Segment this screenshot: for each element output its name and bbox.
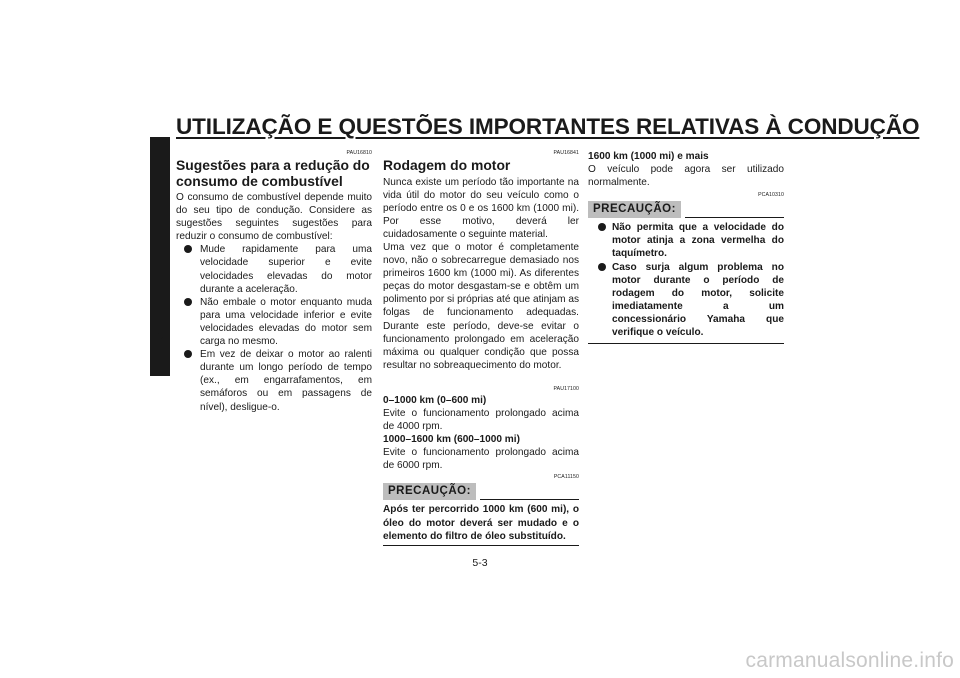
precaution-text: Após ter percorrido 1000 km (600 mi), o óleo do motor deverá ser mudado e o elemento do filtro de óleo substituído. (383, 500, 579, 545)
section-code: PAU16841 (553, 150, 579, 156)
section-heading-break-in: Rodagem do motor (383, 157, 511, 173)
list-item (184, 243, 372, 295)
bullet-icon (184, 350, 192, 358)
range-text-3: O veículo pode agora ser utilizado normalmente. (588, 164, 784, 189)
fuel-tips-list (176, 243, 372, 413)
break-in-para-2: Uma vez que o motor é completamente novo, não o sobrecarregue demasiado nos primeiros 1600 km (1000 mi). As diferentes peças do motor desgastam-se e obtêm um polimento por si próprias até que atinjam as folgas de funcionamento adequadas. Durante este período, deve-se evitar o funcionamento prolongado em aceleração máxima ou qualquer condição que possa resultar no sobreaquecimento do motor. (383, 241, 579, 371)
section-heading-fuel: Sugestões para a redução do consumo de combustível (176, 157, 370, 189)
fuel-intro: O consumo de combustível depende muito do seu tipo de condução. Considere as sugestões seguintes sugestões para reduzir o consumo de combustível: (176, 192, 372, 243)
list-item (598, 221, 784, 260)
column-after-break-in (588, 150, 784, 344)
precaution-code: PCA11150 (553, 474, 579, 481)
list-item-text: Não permita que a velocidade do motor atinja a zona vermelha do taquímetro. (612, 222, 784, 260)
page-header-title: UTILIZAÇÃO E QUESTÕES IMPORTANTES RELATIVAS À CONDUÇÃO (176, 114, 920, 139)
bullet-icon (598, 223, 606, 231)
range-text-1: Evite o funcionamento prolongado acima de 4000 rpm. (383, 408, 579, 433)
bullet-icon (184, 245, 192, 253)
precaution-list (588, 218, 784, 344)
precaution-header (383, 483, 579, 500)
precaution-label: PRECAUÇÃO: (383, 483, 476, 500)
precaution-label: PRECAUÇÃO: (588, 201, 681, 218)
list-item-text: Caso surja algum problema no motor durante o período de rodagem do motor, solicite imediatamente a um concessionário Yamaha que verifique o veículo. (612, 261, 784, 339)
section-code: PAU16810 (346, 150, 372, 156)
page-number: 5-3 (472, 557, 488, 569)
watermark: carmanualsonline.info (745, 649, 954, 672)
list-item (598, 261, 784, 340)
divider (480, 499, 579, 500)
column-fuel-tips (176, 150, 372, 414)
list-item-text: Em vez de deixar o motor ao ralenti durante um longo período de tempo (ex., em engarrafamentos, em semáforos ou em passagens de nível), desligue-o. (200, 349, 372, 413)
bullet-icon (598, 263, 606, 271)
list-item-text: Mude rapidamente para uma velocidade superior e evite velocidades elevadas do motor durante a aceleração. (200, 244, 372, 295)
list-item-text: Não embale o motor enquanto muda para uma velocidade inferior e evite velocidades elevadas do motor sem carga no mesmo. (200, 296, 372, 348)
column-engine-break-in (383, 150, 579, 546)
list-item (184, 296, 372, 348)
chapter-number: 5 (156, 327, 164, 342)
range-heading-3: 1600 km (1000 mi) e mais (588, 151, 709, 162)
section-code: PAU17100 (553, 385, 579, 392)
bullet-icon (184, 298, 192, 306)
range-text-2: Evite o funcionamento prolongado acima de 6000 rpm. (383, 447, 579, 472)
precaution-header (588, 201, 784, 218)
divider (685, 217, 784, 218)
break-in-para-1: Nunca existe um período tão importante na vida útil do motor do seu veículo como o período entre os 0 e os 1600 km (1000 mi). Por esse motivo, deverá ler cuidadosamente o seguinte material. (383, 176, 579, 240)
list-item (184, 348, 372, 413)
range-heading-1: 0–1000 km (0–600 mi) (383, 394, 487, 406)
precaution-code: PCA10310 (758, 192, 784, 199)
range-heading-2: 1000–1600 km (600–1000 mi) (383, 434, 520, 446)
